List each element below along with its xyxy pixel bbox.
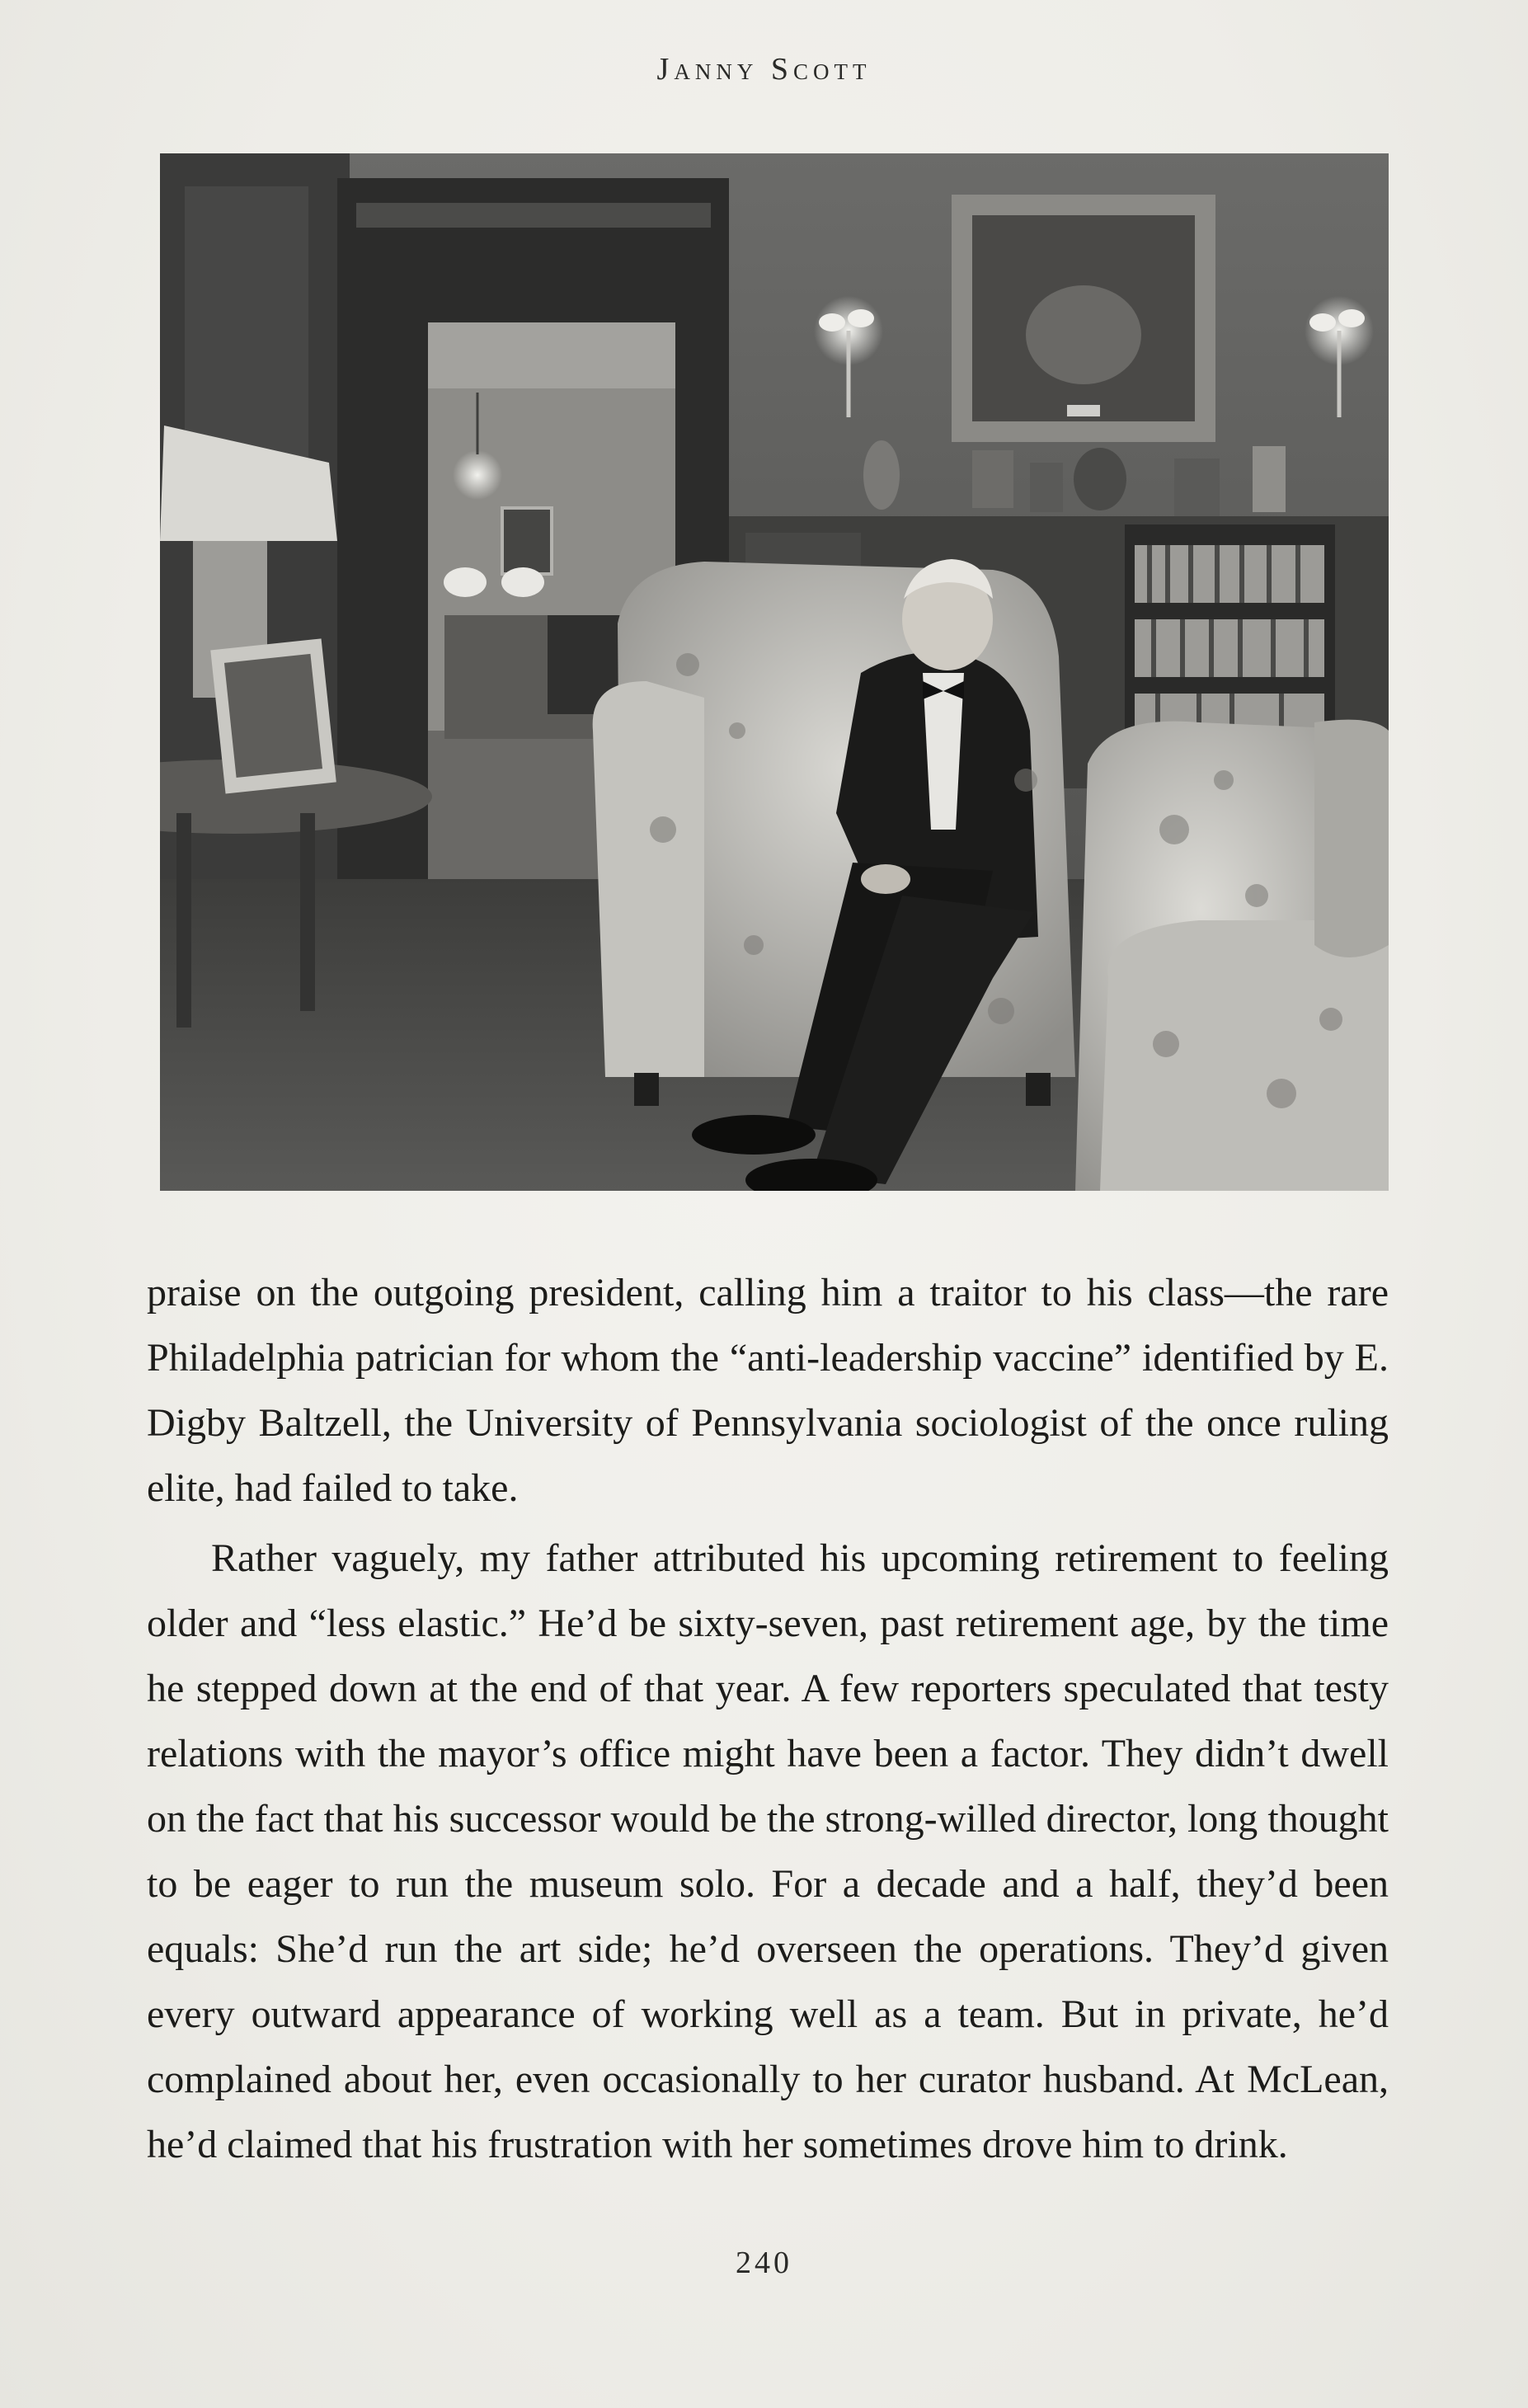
body-text (147, 1260, 1389, 2177)
page-number: 240 (736, 2246, 792, 2280)
sofa-pillow (1314, 720, 1389, 957)
paragraph: Rather vaguely, my father attributed his upcoming retirement to feeling older and “less elastic.” He’d be sixty-seven, past retirement age, by the time he stepped down at the end of that year. A few reporters speculated that testy relations with the mayor’s office might have been a factor. They didn’t dwell on the fact that his successor would be the strong-willed director, long thought to be eager to run the museum solo. For a decade and a half, they’d been equals: She’d run the art side; he’d overseen the operations. They’d given every outward appearance of working well as a team. But in private, he’d complained about her, even occasionally to her curator husband. At McLean, he’d claimed that his frustration with her sometimes drove him to drink. (147, 1536, 1389, 2166)
running-head: Janny Scott (656, 52, 872, 87)
paragraph-continued: praise on the outgoing president, calling him a traitor to his class—the rare Philadelphia patrician for whom the “anti-leadership vaccine” identified by E. Digby Baltzell, the University of Pennsylvania sociologist of the once ruling elite, had failed to take. (147, 1271, 1389, 1510)
photograph (160, 153, 1389, 1191)
